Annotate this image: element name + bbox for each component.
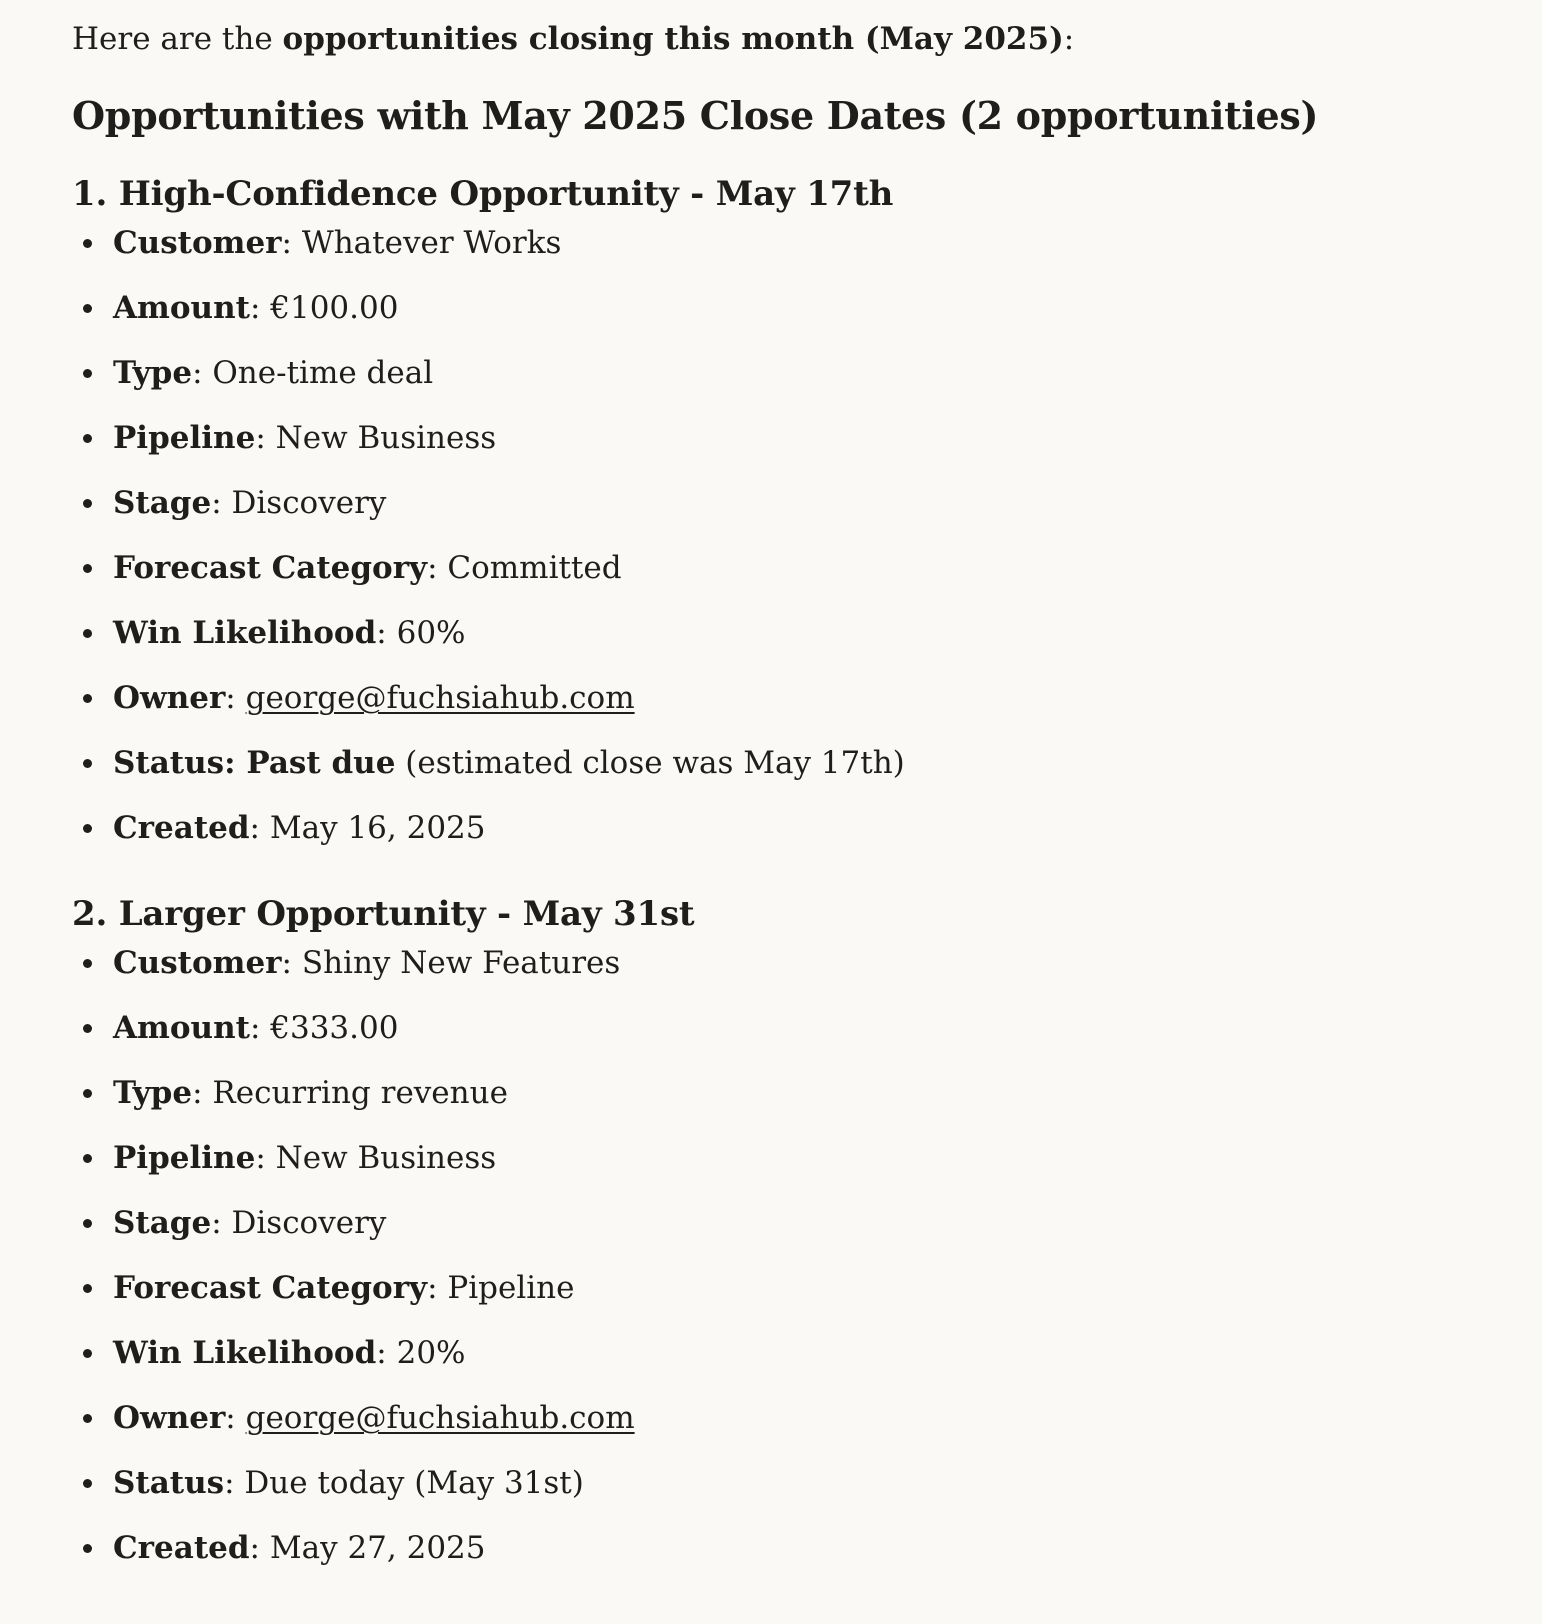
- bullet-icon: [83, 1024, 92, 1033]
- separator: :: [224, 745, 247, 781]
- bullet-icon: [83, 304, 92, 313]
- intro-bold: opportunities closing this month (May 2025): [282, 21, 1064, 57]
- bullet-icon: [83, 694, 92, 703]
- detail-value: One-time deal: [212, 355, 434, 391]
- detail-label: Stage: [113, 485, 212, 521]
- detail-customer: [72, 940, 1502, 1005]
- bullet-icon: [83, 824, 92, 833]
- opportunity-heading: 1. High-Confidence Opportunity - May 17th: [72, 174, 894, 214]
- detail-win-likelihood: [72, 1330, 1502, 1395]
- separator: :: [225, 1400, 246, 1436]
- detail-label: Created: [113, 1530, 250, 1566]
- detail-value: Shiny New Features: [301, 945, 621, 981]
- bullet-icon: [83, 369, 92, 378]
- separator: :: [249, 1010, 271, 1046]
- detail-status: [72, 1460, 1502, 1525]
- detail-amount: [72, 1005, 1502, 1070]
- opportunity-2: [72, 890, 1502, 1590]
- separator: :: [211, 485, 232, 521]
- separator: :: [281, 945, 302, 981]
- detail-forecast-category: [72, 545, 1502, 610]
- detail-type: [72, 350, 1502, 415]
- detail-value: 20%: [396, 1335, 466, 1371]
- detail-stage: [72, 1200, 1502, 1265]
- bullet-icon: [83, 959, 92, 968]
- detail-status: [72, 740, 1502, 805]
- bullet-icon: [83, 239, 92, 248]
- bullet-icon: [83, 1154, 92, 1163]
- bullet-icon: [83, 759, 92, 768]
- detail-label: Forecast Category: [113, 1270, 428, 1306]
- detail-amount: [72, 285, 1502, 350]
- bullet-icon: [83, 564, 92, 573]
- separator: :: [255, 1140, 276, 1176]
- separator: :: [249, 810, 270, 846]
- detail-value: 60%: [396, 615, 466, 651]
- detail-label: Pipeline: [113, 420, 256, 456]
- detail-label: Stage: [113, 1205, 212, 1241]
- detail-value: Committed: [447, 550, 622, 586]
- detail-label: Customer: [113, 945, 282, 981]
- bullet-icon: [83, 1544, 92, 1553]
- opportunity-heading: 2. Larger Opportunity - May 31st: [72, 894, 695, 934]
- opportunity-details: [72, 220, 1502, 870]
- detail-label: Win Likelihood: [113, 1335, 377, 1371]
- detail-label: Status: [113, 745, 225, 781]
- detail-created: [72, 1525, 1502, 1590]
- intro-suffix: :: [1063, 21, 1075, 57]
- detail-value: May 16, 2025: [269, 810, 486, 846]
- bullet-icon: [83, 1479, 92, 1488]
- detail-label: Pipeline: [113, 1140, 256, 1176]
- detail-value: €333.00: [270, 1010, 399, 1046]
- separator: :: [376, 615, 397, 651]
- separator: :: [192, 1075, 213, 1111]
- status-bold: Past due: [246, 745, 396, 781]
- bullet-icon: [83, 1414, 92, 1423]
- separator: :: [427, 550, 448, 586]
- detail-stage: [72, 480, 1502, 545]
- bullet-icon: [83, 1219, 92, 1228]
- detail-label: Owner: [113, 680, 226, 716]
- detail-forecast-category: [72, 1265, 1502, 1330]
- separator: :: [376, 1335, 397, 1371]
- detail-pipeline: [72, 415, 1502, 480]
- detail-owner: [72, 675, 1502, 740]
- detail-value: Whatever Works: [301, 225, 562, 261]
- status-note: (estimated close was May 17th): [395, 745, 905, 781]
- separator: :: [255, 420, 276, 456]
- detail-label: Type: [113, 355, 193, 391]
- detail-label: Created: [113, 810, 250, 846]
- detail-win-likelihood: [72, 610, 1502, 675]
- detail-value: New Business: [275, 1140, 497, 1176]
- detail-type: [72, 1070, 1502, 1135]
- detail-value: New Business: [275, 420, 497, 456]
- detail-label: Win Likelihood: [113, 615, 377, 651]
- detail-value: Discovery: [231, 1205, 387, 1241]
- detail-label: Forecast Category: [113, 550, 428, 586]
- detail-value: Recurring revenue: [212, 1075, 508, 1111]
- separator: :: [192, 355, 213, 391]
- detail-label: Status: [113, 1465, 225, 1501]
- separator: :: [249, 290, 271, 326]
- intro-prefix: Here are the: [72, 21, 283, 57]
- detail-label: Type: [113, 1075, 193, 1111]
- detail-owner: [72, 1395, 1502, 1460]
- detail-created: [72, 805, 1502, 870]
- section-title: Opportunities with May 2025 Close Dates (2 opportunities): [72, 93, 1319, 138]
- detail-label: Amount: [113, 290, 250, 326]
- bullet-icon: [83, 1349, 92, 1358]
- opportunity-1: [72, 170, 1502, 870]
- detail-label: Owner: [113, 1400, 226, 1436]
- separator: :: [224, 1465, 245, 1501]
- owner-email-link[interactable]: george@fuchsiahub.com: [245, 680, 635, 716]
- detail-label: Amount: [113, 1010, 250, 1046]
- bullet-icon: [83, 629, 92, 638]
- message-content: [72, 0, 1502, 1590]
- separator: :: [225, 680, 246, 716]
- detail-value: Due today (May 31st): [244, 1465, 584, 1501]
- detail-customer: [72, 220, 1502, 285]
- separator: :: [427, 1270, 448, 1306]
- detail-value: Discovery: [231, 485, 387, 521]
- separator: :: [249, 1530, 270, 1566]
- separator: :: [281, 225, 302, 261]
- bullet-icon: [83, 499, 92, 508]
- detail-label: Customer: [113, 225, 282, 261]
- intro-text: [72, 0, 1502, 62]
- detail-pipeline: [72, 1135, 1502, 1200]
- bullet-icon: [83, 434, 92, 443]
- owner-email-link[interactable]: george@fuchsiahub.com: [245, 1400, 635, 1436]
- detail-value: €100.00: [270, 290, 399, 326]
- separator: :: [211, 1205, 232, 1241]
- detail-value: May 27, 2025: [269, 1530, 486, 1566]
- detail-value: Pipeline: [447, 1270, 575, 1306]
- opportunity-details: [72, 940, 1502, 1590]
- bullet-icon: [83, 1089, 92, 1098]
- bullet-icon: [83, 1284, 92, 1293]
